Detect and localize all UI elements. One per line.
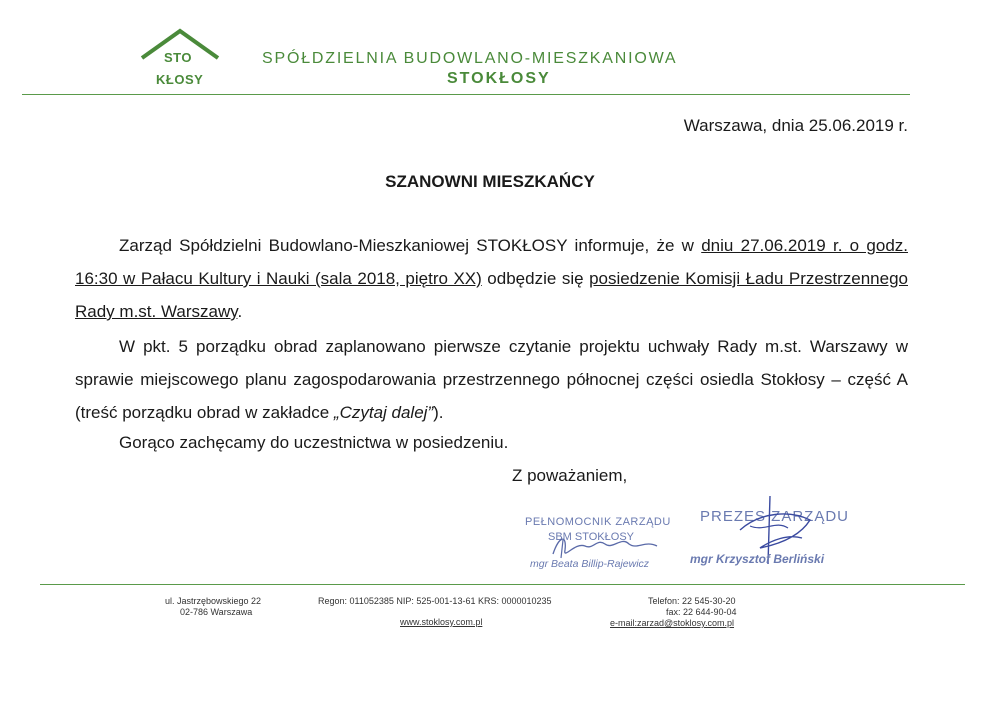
meeting-date-location: dniu 27.06.2019 r. o godz. 16:30 w Pałacu Kultury i Nauki (sala 2018, piętro XX) xyxy=(75,236,908,288)
header-divider xyxy=(22,94,910,95)
paragraph-text: Zarząd Spółdzielni Budowlano-Mieszkaniowej STOKŁOSY informuje, że w xyxy=(119,236,702,255)
paragraph-text: . xyxy=(237,302,243,321)
cooperative-logo xyxy=(140,28,220,90)
paragraph-agenda xyxy=(75,330,908,429)
stamp-right-name: mgr Krzysztof Berliński xyxy=(690,552,825,566)
organization-name-line2: STOKŁOSY xyxy=(447,70,551,87)
footer-email-link[interactable]: e-mail:zarzad@stoklosy.com.pl xyxy=(610,618,735,628)
footer-divider xyxy=(40,584,965,585)
footer-address-street: ul. Jastrzębowskiego 22 xyxy=(165,596,262,606)
paragraph-text: W pkt. 5 porządku obrad zaplanowano pierwsze czytanie projektu uchwały Rady m.st. Warszawy w sprawie miejscowego planu zagospodarowania przestrzennego północnej części osiedla Stokłosy – część A (treść porządku obrad w zakładce xyxy=(75,337,908,422)
organization-name-line1: SPÓŁDZIELNIA BUDOWLANO-MIESZKANIOWA xyxy=(262,50,678,67)
paragraph-announcement xyxy=(75,229,908,328)
footer-website-link[interactable]: www.stoklosy.com.pl xyxy=(400,617,483,627)
stamp-left-org: SBM STOKŁOSY xyxy=(548,531,634,543)
paragraph-text: ). xyxy=(433,403,444,422)
read-more-reference: „Czytaj dalej” xyxy=(333,403,434,422)
footer-phone: Telefon: 22 545-30-20 xyxy=(648,596,736,606)
paragraph-text: odbędzie się xyxy=(481,269,590,288)
stamp-right-title: PREZES ZARZĄDU xyxy=(700,508,850,525)
footer-fax: fax: 22 644-90-04 xyxy=(666,607,737,617)
stamp-left-name: mgr Beata Billip-Rajewicz xyxy=(530,558,650,570)
paragraph-invitation: Gorąco zachęcamy do uczestnictwa w posiedzeniu. xyxy=(119,433,509,452)
salutation-heading: SZANOWNI MIESZKAŃCY xyxy=(385,172,595,191)
logo-text-line2: KŁOSY xyxy=(156,72,204,87)
letter-date: Warszawa, dnia 25.06.2019 r. xyxy=(683,116,908,135)
footer-address-city: 02-786 Warszawa xyxy=(180,607,253,617)
closing-phrase: Z poważaniem, xyxy=(512,466,628,485)
logo-text-line1: STO xyxy=(164,50,192,65)
footer-registry-numbers: Regon: 011052385 NIP: 525-001-13-61 KRS: 0000010235 xyxy=(318,596,552,606)
stamp-left-title: PEŁNOMOCNIK ZARZĄDU xyxy=(525,516,671,528)
meeting-name: posiedzenie Komisji Ładu Przestrzennego Rady m.st. Warszawy xyxy=(75,269,908,321)
